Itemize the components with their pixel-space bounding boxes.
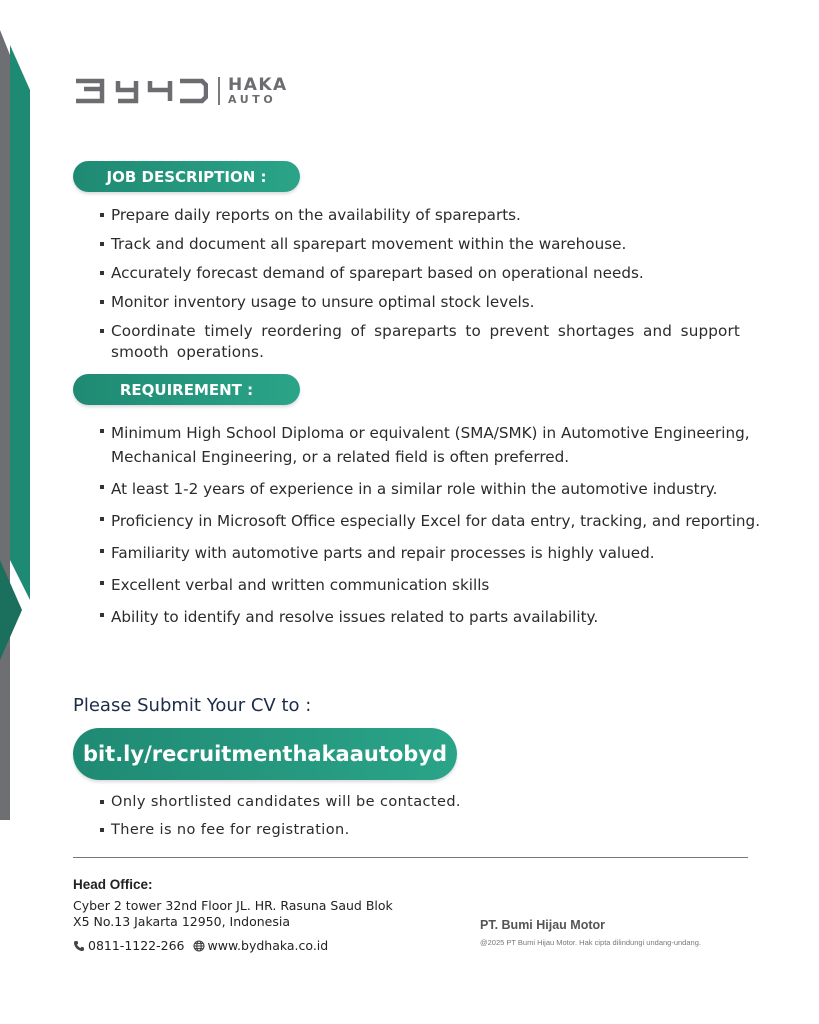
list-item: Accurately forecast demand of sparepart based on operational needs. — [100, 263, 740, 284]
list-item: Track and document all sparepart movement within the warehouse. — [100, 234, 740, 255]
byd-logo — [74, 78, 208, 104]
logo-divider — [218, 77, 220, 105]
brand-logos — [74, 74, 288, 108]
list-item: Coordinate timely reordering of spareparts to prevent shortages and support smooth operations. — [100, 321, 740, 363]
haka-logo-text: HAKA — [228, 75, 288, 95]
job-description-list — [100, 205, 740, 371]
list-item: Prepare daily reports on the availability of spareparts. — [100, 205, 740, 226]
address-line-1: Cyber 2 tower 32nd Floor JL. HR. Rasuna Saud Blok — [73, 898, 393, 913]
phone-icon — [73, 940, 85, 952]
recruitment-link[interactable]: bit.ly/recruitmenthakaautobyd — [73, 728, 457, 780]
address-line-2: X5 No.13 Jakarta 12950, Indonesia — [73, 914, 290, 929]
list-item: There is no fee for registration. — [100, 820, 600, 840]
copyright-text: @2025 PT Bumi Hijau Motor. Hak cipta dilindungi undang-undang. — [480, 938, 701, 947]
submission-notes — [100, 792, 600, 848]
footer-divider — [73, 857, 748, 858]
requirement-heading: REQUIREMENT : — [73, 374, 300, 405]
list-item: Only shortlisted candidates will be contacted. — [100, 792, 600, 812]
submit-cv-title: Please Submit Your CV to : — [73, 695, 312, 716]
list-item: At least 1-2 years of experience in a similar role within the automotive industry. — [100, 477, 765, 501]
list-item: Monitor inventory usage to unsure optimal stock levels. — [100, 292, 740, 313]
list-item: Ability to identify and resolve issues related to parts availability. — [100, 605, 765, 629]
list-item: Proficiency in Microsoft Office especially Excel for data entry, tracking, and reporting. — [100, 509, 765, 533]
website-link[interactable]: www.bydhaka.co.id — [207, 938, 329, 953]
head-office-address — [73, 898, 433, 930]
company-name: PT. Bumi Hijau Motor — [480, 918, 605, 932]
phone-number[interactable]: 0811-1122-266 — [88, 938, 185, 953]
head-office-title: Head Office: — [73, 877, 153, 892]
requirement-list — [100, 421, 765, 637]
left-edge-decoration — [0, 0, 40, 1024]
job-description-heading: JOB DESCRIPTION : — [73, 161, 300, 192]
list-item: Familiarity with automotive parts and repair processes is highly valued. — [100, 541, 765, 565]
contact-row — [73, 938, 328, 953]
auto-logo-text: AUTO — [228, 93, 277, 106]
haka-auto-logo — [228, 77, 288, 105]
list-item: Minimum High School Diploma or equivalent (SMA/SMK) in Automotive Engineering, Mechanical Engineering, or a related field is often preferred. — [100, 421, 765, 469]
list-item: Excellent verbal and written communication skills — [100, 573, 765, 597]
globe-icon — [193, 940, 205, 952]
